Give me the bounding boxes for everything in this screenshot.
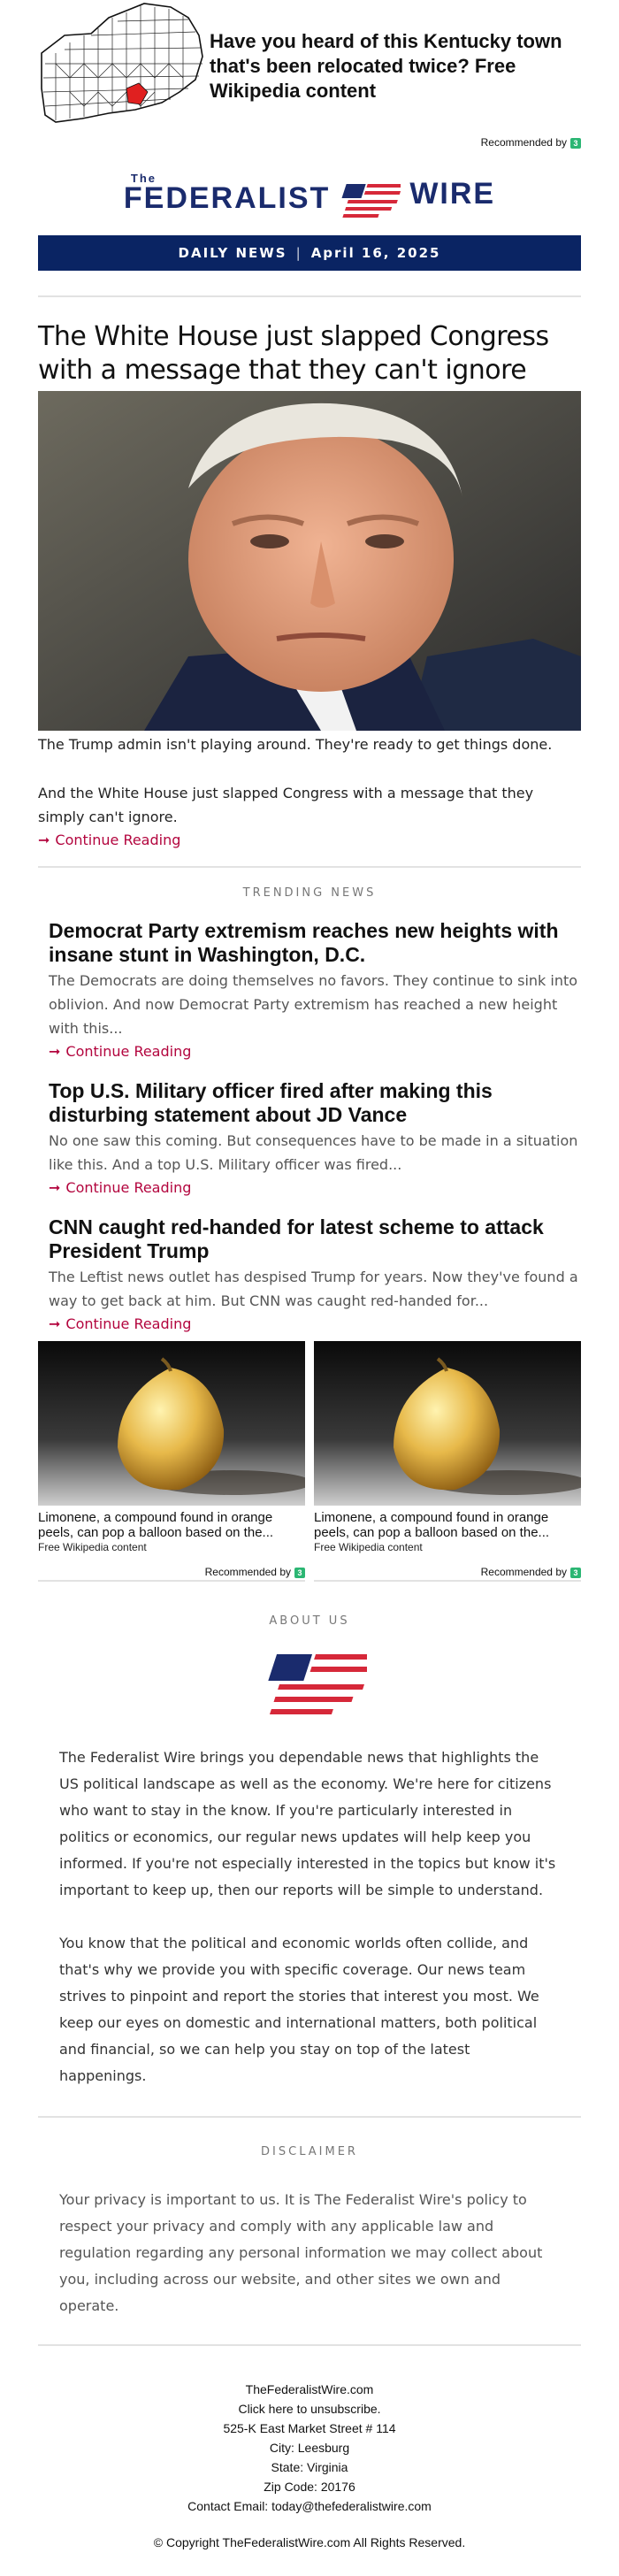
recommended-by[interactable] [38,1562,305,1582]
banner-date: April 16, 2025 [310,245,441,261]
daily-news-banner [38,235,581,271]
ad-image-balloon[interactable] [38,1341,305,1506]
ad-card[interactable] [314,1341,581,1582]
ad-source: Free Wikipedia content [38,1541,147,1553]
about-paragraph-2: You know that the political and economic worlds often collide, and that's why we provide you with specific coverage. Our news team strives to pinpoint and report the stories that interest you most. We keep our eyes on domestic and international matters, both political and financial, so we can help you stay on top of the latest happenings. [59,1935,539,2084]
story-continue-link[interactable] [49,1313,581,1336]
ad-card[interactable] [38,1341,305,1582]
footer-site-link[interactable]: TheFederalistWire.com [245,2382,374,2396]
lead-paragraph-1: The Trump admin isn't playing around. They're ready to get things done. [38,736,553,753]
banner-separator: | [295,245,302,261]
divider [38,2344,581,2346]
disclaimer-text: Your privacy is important to us. It is The Federalist Wire's policy to respect your privacy and comply with any applicable law and regulation regarding any personal information we may collect about you, including across our website, and other sites we own and operate. [59,2191,543,2314]
ad-source: Free Wikipedia content [314,1541,423,1553]
email-container [38,0,581,2576]
trending-story [38,1215,581,1336]
recommended-by[interactable] [314,1562,581,1582]
story-continue-link[interactable] [49,1177,581,1200]
lead-continue-link[interactable] [38,829,581,852]
footer [38,2380,581,2516]
footer-zip: Zip Code: 20176 [264,2480,355,2494]
logo-wire: WIRE [409,176,496,211]
continue-label: Continue Reading [65,1179,192,1196]
site-logo[interactable] [38,159,581,228]
continue-label: Continue Reading [55,832,181,848]
logo-the: The [130,172,157,185]
divider [38,2116,581,2118]
ad-top-title[interactable]: Have you heard of this Kentucky town that's been relocated twice? Free Wikipedia content [210,30,562,102]
recommended-logo-icon: 3 [570,1568,581,1578]
logo-federalist: FEDERALIST [123,181,331,215]
recommended-label: Recommended by [204,1566,291,1578]
recommended-label: Recommended by [480,136,567,149]
banner-label: DAILY NEWS [178,245,287,261]
recommended-logo-icon: 3 [570,138,581,149]
trending-label: TRENDING NEWS [242,886,377,900]
divider [38,866,581,868]
continue-label: Continue Reading [65,1043,192,1060]
ad-caption[interactable]: Limonene, a compound found in orange peels, can pop a balloon based on the... [38,1510,274,1540]
flag-icon [252,1649,367,1720]
kentucky-map-image [38,0,208,133]
logo-wordmark [124,172,330,216]
ad-top[interactable] [38,0,581,133]
arrow-right-icon: ➞ [49,1043,61,1060]
lead-paragraph-2: And the White House just slapped Congress with a message that they simply can't ignore. [38,785,534,825]
footer-email[interactable]: Contact Email: today@thefederalistwire.com [187,2499,432,2513]
continue-label: Continue Reading [65,1315,192,1332]
footer-city: City: Leesburg [269,2441,350,2455]
arrow-right-icon: ➞ [38,832,50,848]
sponsored-ads [38,1341,581,1582]
footer-address: 525-K East Market Street # 114 [223,2421,396,2435]
about-label: ABOUT US [269,1614,350,1628]
story-excerpt: The Leftist news outlet has despised Trump for years. Now they've found a way to get back at him. But CNN was caught red-handed for... [49,1269,578,1309]
footer-state: State: Virginia [271,2460,348,2474]
story-excerpt: No one saw this coming. But consequences have to be made in a situation like this. And a top U.S. Military officer was fired... [49,1132,578,1173]
story-headline[interactable]: Top U.S. Military officer fired after making this disturbing statement about JD Vance [49,1079,493,1126]
flag-icon [335,180,401,219]
trending-story [38,1079,581,1200]
lead-headline[interactable]: The White House just slapped Congress with a message that they can't ignore [38,321,549,386]
recommended-by[interactable] [38,133,581,152]
lead-image[interactable] [38,391,581,731]
copyright: © Copyright TheFederalistWire.com All Rights Reserved. [153,2535,466,2549]
divider [38,295,581,297]
arrow-right-icon: ➞ [49,1179,61,1196]
unsubscribe-link[interactable]: Click here to unsubscribe. [238,2402,381,2416]
story-excerpt: The Democrats are doing themselves no favors. They continue to sink into oblivion. And now Democrat Party extremism has reached a new height with this... [49,972,578,1037]
recommended-logo-icon: 3 [294,1568,305,1578]
story-continue-link[interactable] [49,1040,581,1063]
recommended-label: Recommended by [480,1566,567,1578]
story-headline[interactable]: Democrat Party extremism reaches new heights with insane stunt in Washington, D.C. [49,919,559,966]
trending-story [38,919,581,1063]
disclaimer-label: DISCLAIMER [261,2145,358,2158]
ad-caption[interactable]: Limonene, a compound found in orange peels, can pop a balloon based on the... [314,1510,550,1540]
story-headline[interactable]: CNN caught red-handed for latest scheme to attack President Trump [49,1215,544,1262]
about-paragraph-1: The Federalist Wire brings you dependable news that highlights the US political landscape as well as the economy. We're here for citizens who want to stay in the know. If you're particularly interested in politics or economics, our regular news updates will help keep you informed. If you're not especially interested in the topics but know it's important to keep up, then our reports will be simple to understand. [59,1749,556,1898]
arrow-right-icon: ➞ [49,1315,61,1332]
ad-image-balloon[interactable] [314,1341,581,1506]
